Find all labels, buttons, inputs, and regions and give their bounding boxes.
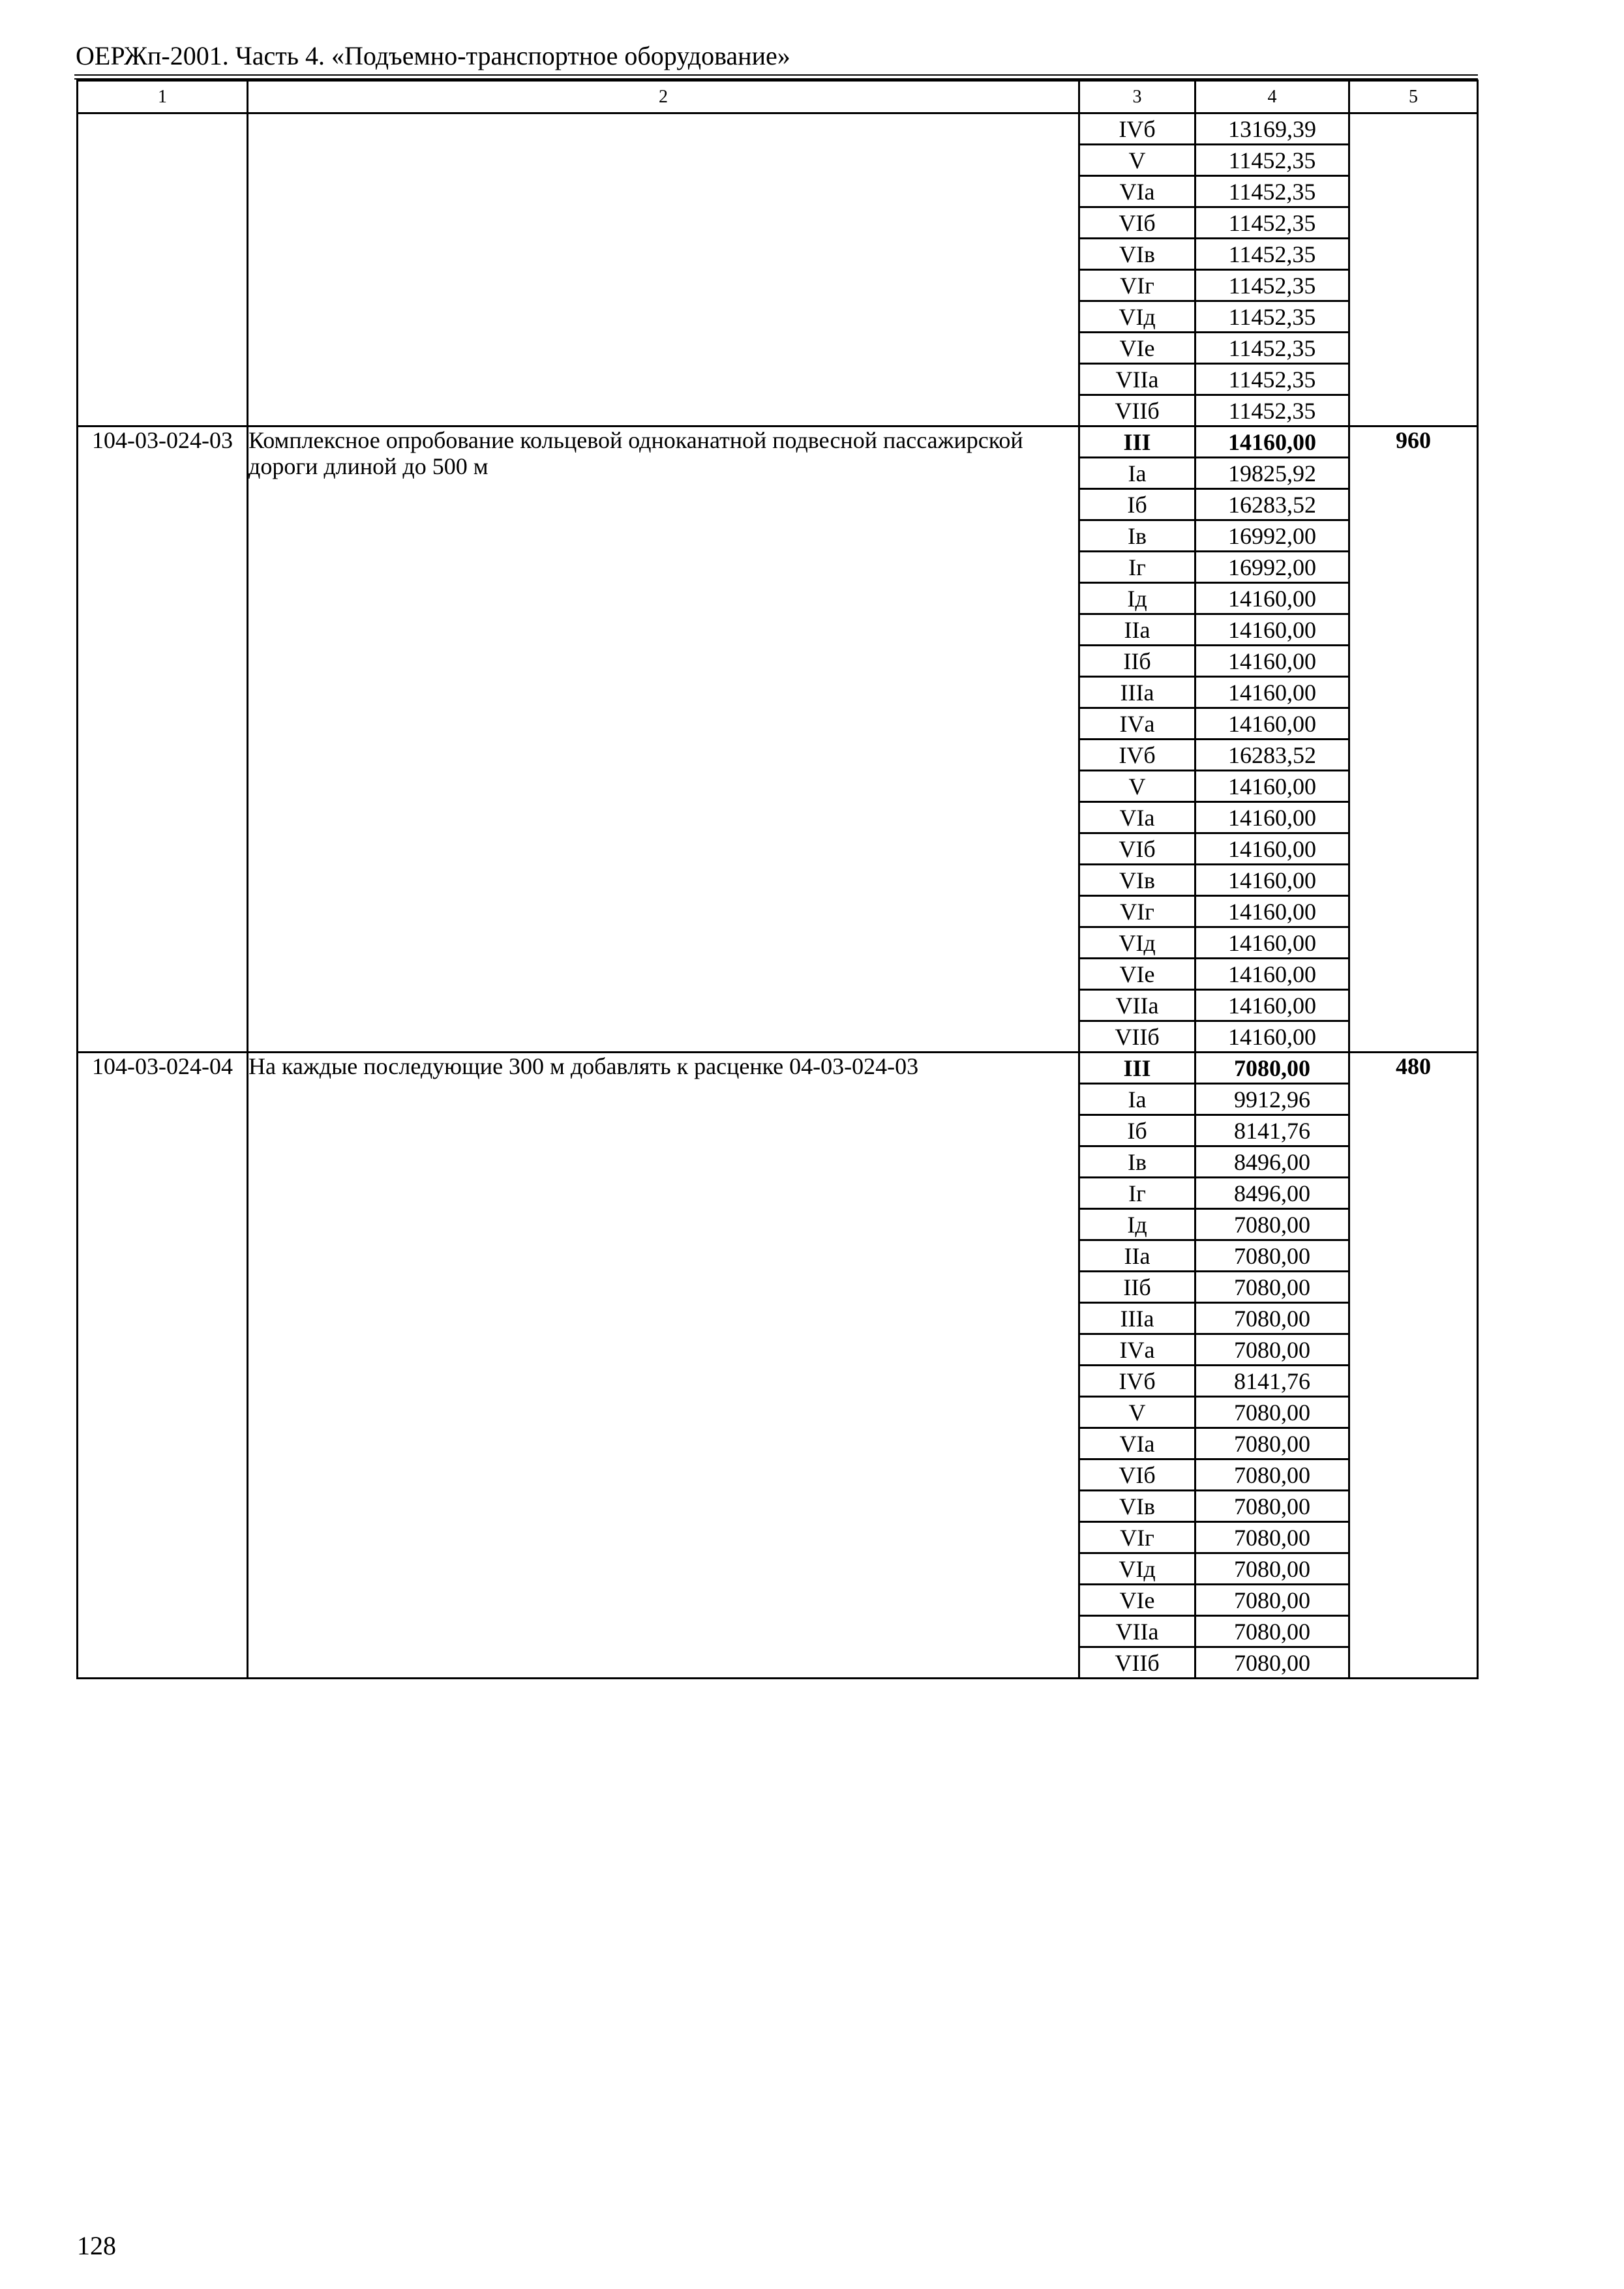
header-rule [74,74,1478,76]
price-cell: 14160,00 [1195,896,1349,927]
zone-cell: VIе [1079,1585,1195,1616]
price-cell: 7080,00 [1195,1491,1349,1522]
price-cell: 7080,00 [1195,1053,1349,1084]
zone-cell: VIв [1079,239,1195,270]
page-number: 128 [77,2231,116,2260]
zone-cell: Iд [1079,1209,1195,1240]
column-number-row [78,81,1478,113]
zone-cell: IIIа [1079,1303,1195,1334]
item-code: 104-03-024-04 [78,1053,248,1679]
zone-cell: VIг [1079,1522,1195,1553]
column-number-4: 4 [1195,81,1349,113]
zone-cell: V [1079,771,1195,802]
price-cell: 14160,00 [1195,1021,1349,1053]
price-cell: 14160,00 [1195,927,1349,959]
zone-cell: Iб [1079,1115,1195,1146]
zone-cell: III [1079,1053,1195,1084]
price-cell: 14160,00 [1195,802,1349,833]
price-cell: 8141,76 [1195,1115,1349,1146]
zone-cell: VIIа [1079,364,1195,395]
zone-cell: VIв [1079,865,1195,896]
zone-cell: VIIб [1079,1021,1195,1053]
zone-cell: VIIа [1079,990,1195,1021]
code-cell [78,113,248,426]
price-cell: 7080,00 [1195,1553,1349,1585]
price-cell: 7080,00 [1195,1397,1349,1428]
zone-cell: VIв [1079,1491,1195,1522]
price-cell: 8141,76 [1195,1366,1349,1397]
zone-cell: VIа [1079,176,1195,207]
price-cell: 7080,00 [1195,1585,1349,1616]
price-cell: 11452,35 [1195,395,1349,426]
item-description: Комплексное опробование кольцевой одноканатной подвесной пассажирской дороги длиной до 500 м [248,426,1079,1053]
zone-cell: V [1079,145,1195,176]
price-cell: 8496,00 [1195,1178,1349,1209]
zone-cell: VIIб [1079,1647,1195,1679]
zone-cell: VIIа [1079,1616,1195,1647]
labor-cell: 960 [1349,426,1478,1053]
column-number-1: 1 [78,81,248,113]
page-title: ОЕРЖп-2001. Часть 4. «Подъемно-транспортное оборудование» [76,41,790,70]
price-cell: 7080,00 [1195,1303,1349,1334]
zone-cell: VIа [1079,1428,1195,1459]
price-cell: 14160,00 [1195,990,1349,1021]
column-number-5: 5 [1349,81,1478,113]
zone-cell: IVа [1079,1334,1195,1366]
item-code: 104-03-024-03 [78,426,248,1053]
zone-cell: IIа [1079,1240,1195,1272]
price-cell: 14160,00 [1195,833,1349,865]
zone-cell: VIд [1079,927,1195,959]
zone-cell: VIб [1079,1459,1195,1491]
column-number-2: 2 [248,81,1079,113]
price-cell: 11452,35 [1195,207,1349,239]
zone-cell: IIа [1079,614,1195,646]
price-cell: 16283,52 [1195,740,1349,771]
zone-cell: IVб [1079,1366,1195,1397]
zone-cell: V [1079,1397,1195,1428]
zone-cell: VIб [1079,207,1195,239]
price-cell: 16283,52 [1195,489,1349,520]
zone-cell: VIд [1079,301,1195,333]
price-cell: 14160,00 [1195,677,1349,708]
price-cell: 11452,35 [1195,176,1349,207]
zone-cell: VIе [1079,333,1195,364]
zone-cell: Iа [1079,1084,1195,1115]
price-cell: 11452,35 [1195,364,1349,395]
price-cell: 14160,00 [1195,708,1349,740]
price-cell: 9912,96 [1195,1084,1349,1115]
zone-cell: Iб [1079,489,1195,520]
price-cell: 14160,00 [1195,426,1349,458]
zone-cell: Iг [1079,1178,1195,1209]
zone-cell: IVб [1079,113,1195,145]
price-table [76,80,1479,1679]
zone-cell: Iв [1079,1146,1195,1178]
zone-cell: VIг [1079,270,1195,301]
price-cell: 14160,00 [1195,959,1349,990]
zone-cell: IVб [1079,740,1195,771]
price-cell: 7080,00 [1195,1334,1349,1366]
zone-cell: IIIа [1079,677,1195,708]
zone-cell: IIб [1079,646,1195,677]
table-row [78,426,1478,458]
zone-cell: Iа [1079,458,1195,489]
column-number-3: 3 [1079,81,1195,113]
price-cell: 14160,00 [1195,614,1349,646]
table-row [78,113,1478,145]
price-cell: 16992,00 [1195,552,1349,583]
price-cell: 11452,35 [1195,333,1349,364]
price-cell: 7080,00 [1195,1240,1349,1272]
zone-cell: III [1079,426,1195,458]
description-cell [248,113,1079,426]
zone-cell: IVа [1079,708,1195,740]
item-description: На каждые последующие 300 м добавлять к расценке 04-03-024-03 [248,1053,1079,1679]
price-cell: 7080,00 [1195,1616,1349,1647]
price-cell: 7080,00 [1195,1522,1349,1553]
price-cell: 14160,00 [1195,771,1349,802]
zone-cell: VIа [1079,802,1195,833]
zone-cell: VIд [1079,1553,1195,1585]
labor-cell [1349,113,1478,426]
zone-cell: Iв [1079,520,1195,552]
zone-cell: VIг [1079,896,1195,927]
price-cell: 11452,35 [1195,270,1349,301]
price-cell: 7080,00 [1195,1209,1349,1240]
price-cell: 11452,35 [1195,301,1349,333]
price-cell: 8496,00 [1195,1146,1349,1178]
price-cell: 14160,00 [1195,865,1349,896]
zone-cell: VIб [1079,833,1195,865]
price-cell: 16992,00 [1195,520,1349,552]
zone-cell: IIб [1079,1272,1195,1303]
labor-cell: 480 [1349,1053,1478,1679]
price-cell: 7080,00 [1195,1272,1349,1303]
zone-cell: VIIб [1079,395,1195,426]
price-cell: 14160,00 [1195,583,1349,614]
zone-cell: VIе [1079,959,1195,990]
price-cell: 7080,00 [1195,1647,1349,1679]
zone-cell: Iг [1079,552,1195,583]
zone-cell: Iд [1079,583,1195,614]
table-row [78,1053,1478,1084]
price-cell: 11452,35 [1195,239,1349,270]
price-cell: 11452,35 [1195,145,1349,176]
price-cell: 19825,92 [1195,458,1349,489]
price-cell: 13169,39 [1195,113,1349,145]
price-cell: 7080,00 [1195,1428,1349,1459]
price-cell: 14160,00 [1195,646,1349,677]
price-cell: 7080,00 [1195,1459,1349,1491]
